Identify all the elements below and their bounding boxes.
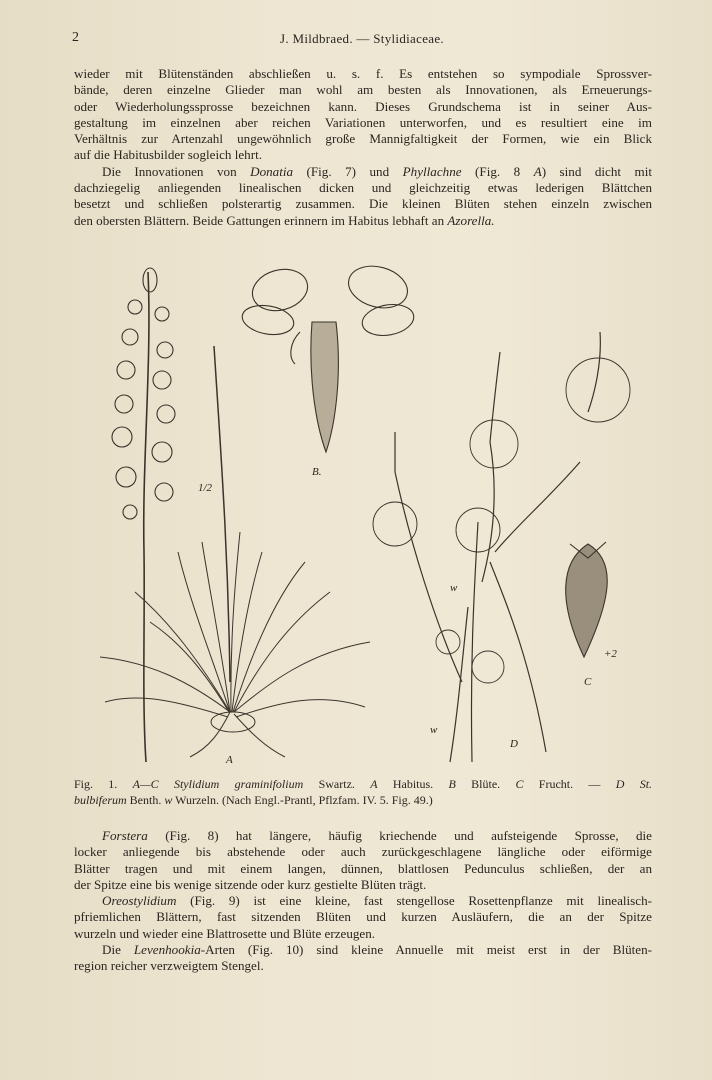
intro-text bbox=[74, 66, 652, 229]
text-line: wurzeln und wieder eine Blattrosette und Blüte erzeugen. bbox=[74, 925, 376, 941]
text-run: Wurzeln. (Nach Engl.-Prantl, Pflzfam. IV. 5. Fig. 49.) bbox=[172, 793, 433, 807]
text-run: -Arten (Fig. 10) sind kleine Annuelle mit meist erst in der Blüten- bbox=[200, 942, 652, 958]
text-line: dachziegelig anliegenden linealischen dicken und gleichzeitig etwas lederigen Blättchen bbox=[74, 180, 652, 196]
page-number: 2 bbox=[72, 30, 79, 45]
text-run: (Fig. 8 bbox=[461, 163, 534, 179]
figure-caption bbox=[74, 776, 652, 808]
text-run: Habitus. bbox=[377, 777, 434, 791]
label-scale-half: 1/2 bbox=[198, 482, 213, 494]
text-run: (Fig. 9) ist eine kleine, fast stengellose Rosettenpflanze mit linealisch- bbox=[176, 893, 652, 909]
text-run: Benth. bbox=[126, 793, 162, 807]
label-a: A bbox=[226, 754, 233, 766]
flower-cluster bbox=[112, 268, 175, 519]
text-run: Blüte. bbox=[455, 777, 501, 791]
species-name: bulbiferum bbox=[74, 793, 127, 807]
text-run: Die bbox=[102, 942, 134, 958]
running-head: J. Mildbraed. — Stylidiaceae. bbox=[280, 31, 444, 46]
text-run: B bbox=[448, 777, 456, 791]
figure-letter: A bbox=[533, 163, 542, 179]
text-line: Blätter tragen und mit einem langen, dünnen, blattlosen Pedunculus schließen, der an bbox=[74, 860, 652, 876]
text-line bbox=[74, 213, 652, 229]
text-run: Frucht. — bbox=[523, 777, 601, 791]
text-line: wieder mit Blütenständen abschließen u. s. f. Es entstehen so sympodiale Sprossver- bbox=[74, 66, 652, 81]
text-run: D bbox=[615, 777, 625, 791]
text-line bbox=[74, 942, 652, 958]
text-line: locker anliegende bis abstehende oder auch zurückgeschlagene längliche oder eiförmige bbox=[74, 844, 652, 860]
text-run: A—C bbox=[132, 777, 159, 791]
text-line bbox=[74, 828, 652, 844]
text-run: (Fig. 7) und bbox=[293, 163, 403, 179]
figure-number: Fig. 1. bbox=[74, 777, 118, 791]
caption-line bbox=[74, 776, 652, 792]
text-line: oder Wiederholungssprosse bezeichnen kann. Dieses Grundschema ist in seiner Aus- bbox=[74, 98, 652, 114]
genus-name: Levenhookia bbox=[133, 942, 201, 958]
label-w-1: w bbox=[450, 582, 458, 594]
page-header bbox=[72, 30, 652, 50]
figure-illustration bbox=[90, 262, 650, 767]
species-name: Stylidium graminifolium bbox=[173, 777, 304, 791]
label-c: C bbox=[584, 676, 592, 688]
botanical-figure bbox=[90, 262, 650, 767]
text-line: Verhältnis zur Artenzahl ungewöhnlich große Mannigfaltigkeit der Formen, wie ein Blick bbox=[74, 131, 652, 147]
label-scale-plus2: +2 bbox=[604, 648, 617, 660]
text-run: den obersten Blättern. Beide Gattungen erinnern im Habitus lebhaft an bbox=[74, 212, 448, 228]
text-run: St. bbox=[639, 777, 653, 791]
genus-name: Donatia bbox=[250, 163, 294, 179]
text-run: Die Innovationen von bbox=[102, 163, 251, 179]
text-run: (Fig. 8) hat längere, häufig kriechende und aufsteigende Sprosse, die bbox=[147, 828, 652, 843]
text-run: A bbox=[370, 777, 378, 791]
label-d: D bbox=[510, 738, 518, 750]
caption-line bbox=[74, 792, 652, 808]
text-run: Swartz. bbox=[303, 777, 355, 791]
label-w-2: w bbox=[430, 724, 438, 736]
fruit-detail bbox=[566, 542, 608, 657]
text-line: besetzt und schließen polsterartig zusammen. Die kleinen Blüten stehen einzeln zwischen bbox=[74, 196, 652, 212]
flower-detail bbox=[240, 262, 416, 452]
text-run: ) sind dicht mit bbox=[541, 163, 652, 179]
text-line: region reicher verzweigtem Stengel. bbox=[74, 958, 264, 974]
text-run: C bbox=[515, 777, 524, 791]
text-line: der Spitze eine bis wenige sitzende oder kurz gestielte Blüten trägt. bbox=[74, 876, 427, 892]
text-line: pfriemlichen Blättern, fast sitzenden Blüten und kurzen Ausläufern, die an der Spitze bbox=[74, 909, 652, 925]
text-line bbox=[74, 164, 652, 180]
text-line: auf die Habitusbilder sogleich lehrt. bbox=[74, 147, 262, 163]
text-line: gestaltung im einzelnen aber reichen Variationen unterworfen, und es resultiert eine im bbox=[74, 114, 652, 130]
genus-name: Oreostylidium bbox=[102, 893, 177, 909]
text-line bbox=[74, 893, 652, 909]
genus-name: Forstera bbox=[102, 828, 148, 843]
label-b: B. bbox=[312, 466, 322, 478]
genus-name: Phyllachne bbox=[402, 163, 462, 179]
text-line: bände, deren einzelne Glieder man wohl am besten als Innovationen, als Erneuerungs- bbox=[74, 82, 652, 98]
genus-name: Azorella. bbox=[447, 212, 495, 228]
text-run: w bbox=[164, 793, 173, 807]
body-text bbox=[74, 828, 652, 975]
